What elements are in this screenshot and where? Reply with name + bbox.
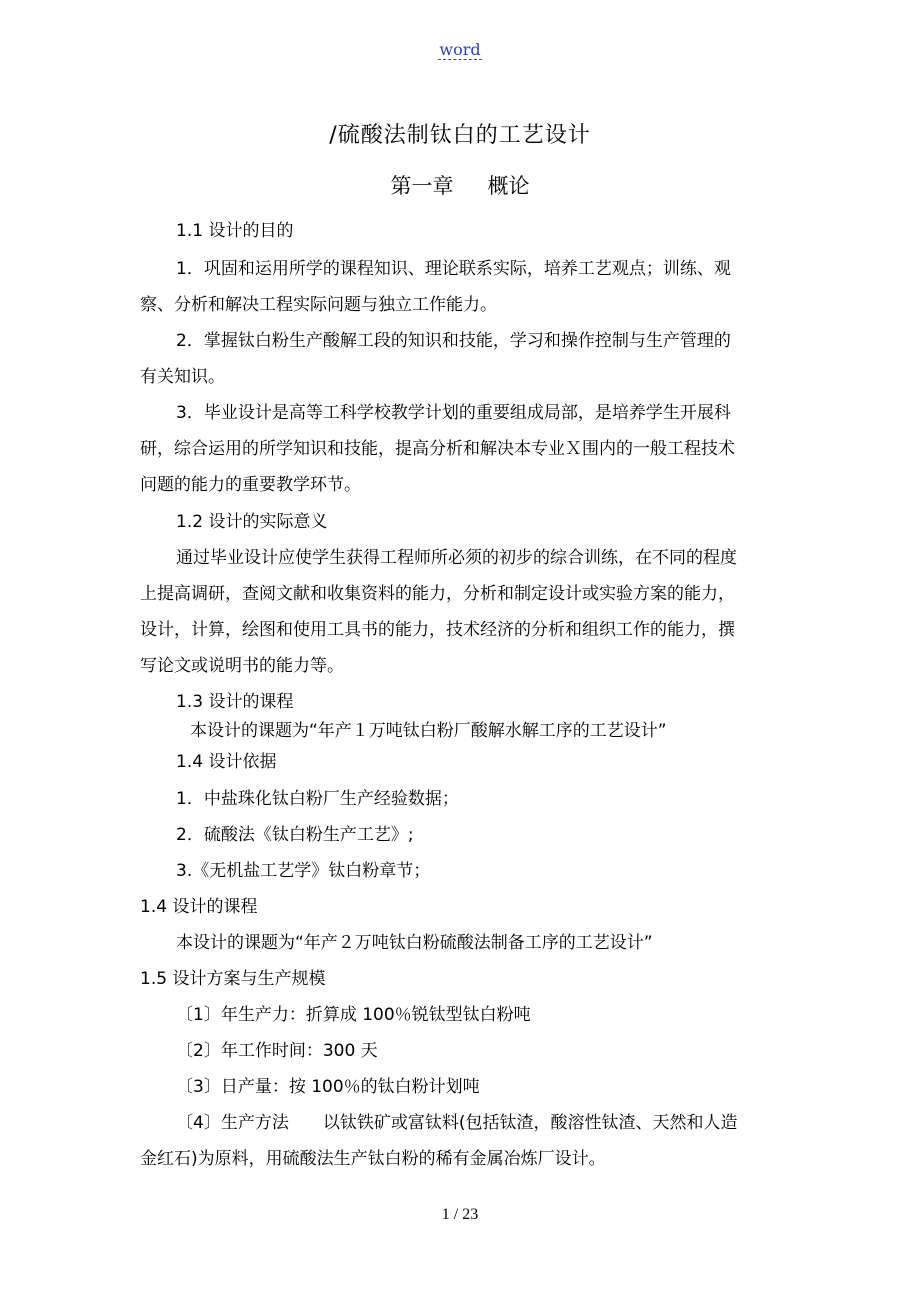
list-item: 〔2〕年工作时间：300 天 xyxy=(176,1041,378,1061)
list-item: 1．中盐珠化钛白粉厂生产经验数据； xyxy=(176,789,459,809)
section-heading-1-2: 1.2 设计的实际意义 xyxy=(176,512,328,532)
chapter-title: 概论 xyxy=(487,174,530,198)
section-heading-1-5: 1.5 设计方案与生产规模 xyxy=(140,969,326,989)
list-item: 〔1〕年生产力：折算成 100％锐钛型钛白粉吨 xyxy=(176,1005,531,1025)
list-item: 3.《无机盐工艺学》钛白粉章节； xyxy=(176,861,431,881)
chapter-heading xyxy=(0,170,920,200)
paragraph-line: 上提高调研，查阅文献和收集资料的能力，分析和制定设计或实验方案的能力， xyxy=(140,584,735,604)
paragraph-line: 问题的能力的重要教学环节。 xyxy=(140,475,361,495)
paragraph-line: 3．毕业设计是高等工科学校教学计划的重要组成局部，是培养学生开展科 xyxy=(176,403,731,423)
section-heading-1-1: 1.1 设计的目的 xyxy=(176,221,294,241)
paragraph-line: 本设计的课题为“年产１万吨钛白粉厂酸解水解工序的工艺设计” xyxy=(190,721,667,741)
document-title: /硫酸法制钛白的工艺设计 xyxy=(329,123,591,148)
section-heading-1-4b: 1.4 设计的课程 xyxy=(140,897,258,917)
chapter-number: 第一章 xyxy=(390,174,454,198)
header-word-link[interactable] xyxy=(0,40,920,59)
paragraph-line: 本设计的课题为“年产２万吨钛白粉硫酸法制备工序的工艺设计” xyxy=(176,933,653,953)
section-heading-1-3: 1.3 设计的课程 xyxy=(176,692,294,712)
list-item: 〔3〕日产量：按 100％的钛白粉计划吨 xyxy=(176,1077,480,1097)
header-link-text[interactable]: word xyxy=(439,40,481,59)
paragraph-line: 有关知识。 xyxy=(140,367,225,387)
section-heading-1-4: 1.4 设计依据 xyxy=(176,752,277,772)
list-item: 2．硫酸法《钛白粉生产工艺》; xyxy=(176,825,414,845)
page-indicator: 1 / 23 xyxy=(441,1206,479,1223)
paragraph-line: 设计，计算，绘图和使用工具书的能力，技术经济的分析和组织工作的能力，撰 xyxy=(140,620,735,640)
paragraph-line: 写论文或说明书的能力等。 xyxy=(140,656,344,676)
paragraph-line: 金红石)为原料，用硫酸法生产钛白粉的稀有金属冶炼厂设计。 xyxy=(140,1149,606,1169)
paragraph-line: 1．巩固和运用所学的课程知识、理论联系实际，培养工艺观点；训练、观 xyxy=(176,259,731,279)
paragraph-line: 研，综合运用的所学知识和技能，提高分析和解决本专业Ｘ围内的一般工程技术 xyxy=(140,439,735,459)
paragraph-line: 2．掌握钛白粉生产酸解工段的知识和技能，学习和操作控制与生产管理的 xyxy=(176,331,731,351)
paragraph-line: 察、分析和解决工程实际问题与独立工作能力。 xyxy=(140,295,497,315)
paragraph-line: 通过毕业设计应使学生获得工程师所必须的初步的综合训练，在不同的程度 xyxy=(176,548,737,568)
list-item: 〔4〕生产方法 以钛铁矿或富钛料(包括钛渣，酸溶性钛渣、天然和人造 xyxy=(176,1113,738,1133)
